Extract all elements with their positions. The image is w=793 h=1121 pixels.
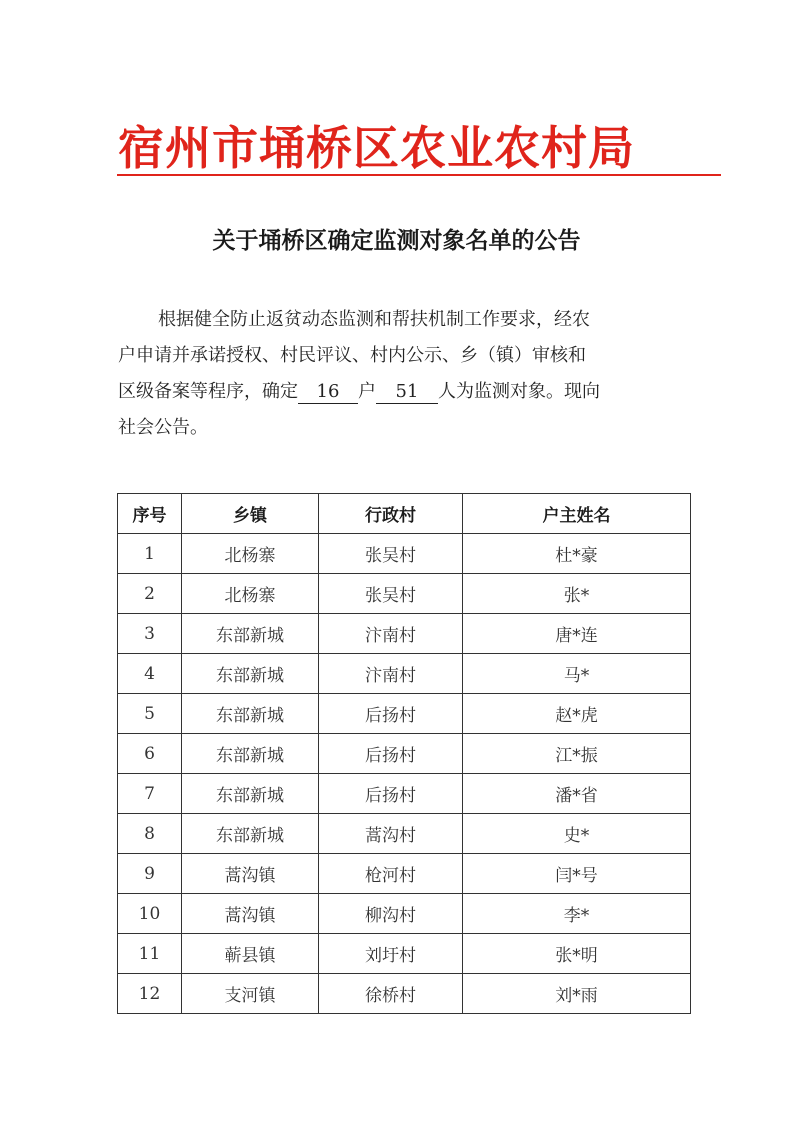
table-row xyxy=(118,814,691,854)
cell-serial: 11 xyxy=(118,934,182,974)
table-row xyxy=(118,934,691,974)
cell-town: 蒿沟镇 xyxy=(182,854,319,894)
cell-serial: 1 xyxy=(118,534,182,574)
cell-serial: 10 xyxy=(118,894,182,934)
cell-householder: 史* xyxy=(463,814,691,854)
cell-village: 徐桥村 xyxy=(319,974,463,1014)
body-line-4: 社会公告。 xyxy=(118,417,208,438)
people-count: 51 xyxy=(376,381,438,404)
cell-serial: 8 xyxy=(118,814,182,854)
cell-householder: 李* xyxy=(463,894,691,934)
household-count: 16 xyxy=(298,381,358,404)
cell-town: 东部新城 xyxy=(182,654,319,694)
cell-householder: 杜*豪 xyxy=(463,534,691,574)
cell-town: 东部新城 xyxy=(182,814,319,854)
cell-village: 枪河村 xyxy=(319,854,463,894)
table-row xyxy=(118,534,691,574)
cell-town: 东部新城 xyxy=(182,734,319,774)
header-town: 乡镇 xyxy=(182,494,319,534)
cell-town: 蕲县镇 xyxy=(182,934,319,974)
cell-village: 刘圩村 xyxy=(319,934,463,974)
cell-householder: 江*振 xyxy=(463,734,691,774)
body-line-3-lead: 区级备案等程序，确定 xyxy=(118,381,298,402)
body-line-1: 根据健全防止返贫动态监测和帮扶机制工作要求，经农 xyxy=(158,309,590,330)
cell-town: 支河镇 xyxy=(182,974,319,1014)
cell-village: 后扬村 xyxy=(319,694,463,734)
header-serial: 序号 xyxy=(118,494,182,534)
cell-village: 蒿沟村 xyxy=(319,814,463,854)
cell-town: 蒿沟镇 xyxy=(182,894,319,934)
cell-village: 后扬村 xyxy=(319,774,463,814)
cell-householder: 赵*虎 xyxy=(463,694,691,734)
cell-householder: 唐*连 xyxy=(463,614,691,654)
table-row xyxy=(118,734,691,774)
table-row xyxy=(118,654,691,694)
notice-body xyxy=(118,302,678,446)
cell-town: 东部新城 xyxy=(182,694,319,734)
table-row xyxy=(118,574,691,614)
cell-serial: 7 xyxy=(118,774,182,814)
cell-serial: 4 xyxy=(118,654,182,694)
letterhead-red-rule xyxy=(117,174,721,176)
cell-village: 张吴村 xyxy=(319,574,463,614)
body-line-2: 户申请并承诺授权、村民评议、村内公示、乡（镇）审核和 xyxy=(118,345,586,366)
cell-village: 汴南村 xyxy=(319,614,463,654)
cell-village: 柳沟村 xyxy=(319,894,463,934)
cell-town: 东部新城 xyxy=(182,774,319,814)
cell-serial: 5 xyxy=(118,694,182,734)
cell-householder: 闫*号 xyxy=(463,854,691,894)
body-line-3-tail: 人为监测对象。现向 xyxy=(438,381,600,402)
table-row xyxy=(118,774,691,814)
table-row xyxy=(118,694,691,734)
table-row xyxy=(118,894,691,934)
cell-town: 东部新城 xyxy=(182,614,319,654)
table-header-row xyxy=(118,494,691,534)
household-unit: 户 xyxy=(358,381,376,402)
cell-serial: 3 xyxy=(118,614,182,654)
cell-householder: 马* xyxy=(463,654,691,694)
header-householder: 户主姓名 xyxy=(463,494,691,534)
table-row xyxy=(118,614,691,654)
cell-serial: 6 xyxy=(118,734,182,774)
notice-title: 关于埇桥区确定监测对象名单的公告 xyxy=(212,228,581,254)
cell-serial: 2 xyxy=(118,574,182,614)
table-row xyxy=(118,974,691,1014)
cell-village: 汴南村 xyxy=(319,654,463,694)
cell-serial: 12 xyxy=(118,974,182,1014)
body-line-3 xyxy=(118,374,678,410)
cell-householder: 张* xyxy=(463,574,691,614)
cell-town: 北杨寨 xyxy=(182,574,319,614)
table-row xyxy=(118,854,691,894)
cell-householder: 潘*省 xyxy=(463,774,691,814)
cell-householder: 张*明 xyxy=(463,934,691,974)
agency-letterhead: 宿州市埇桥区农业农村局 xyxy=(118,121,635,175)
cell-village: 张吴村 xyxy=(319,534,463,574)
table-body xyxy=(118,534,691,1014)
monitoring-list-table xyxy=(117,493,691,1014)
cell-town: 北杨寨 xyxy=(182,534,319,574)
header-village: 行政村 xyxy=(319,494,463,534)
cell-village: 后扬村 xyxy=(319,734,463,774)
cell-householder: 刘*雨 xyxy=(463,974,691,1014)
cell-serial: 9 xyxy=(118,854,182,894)
